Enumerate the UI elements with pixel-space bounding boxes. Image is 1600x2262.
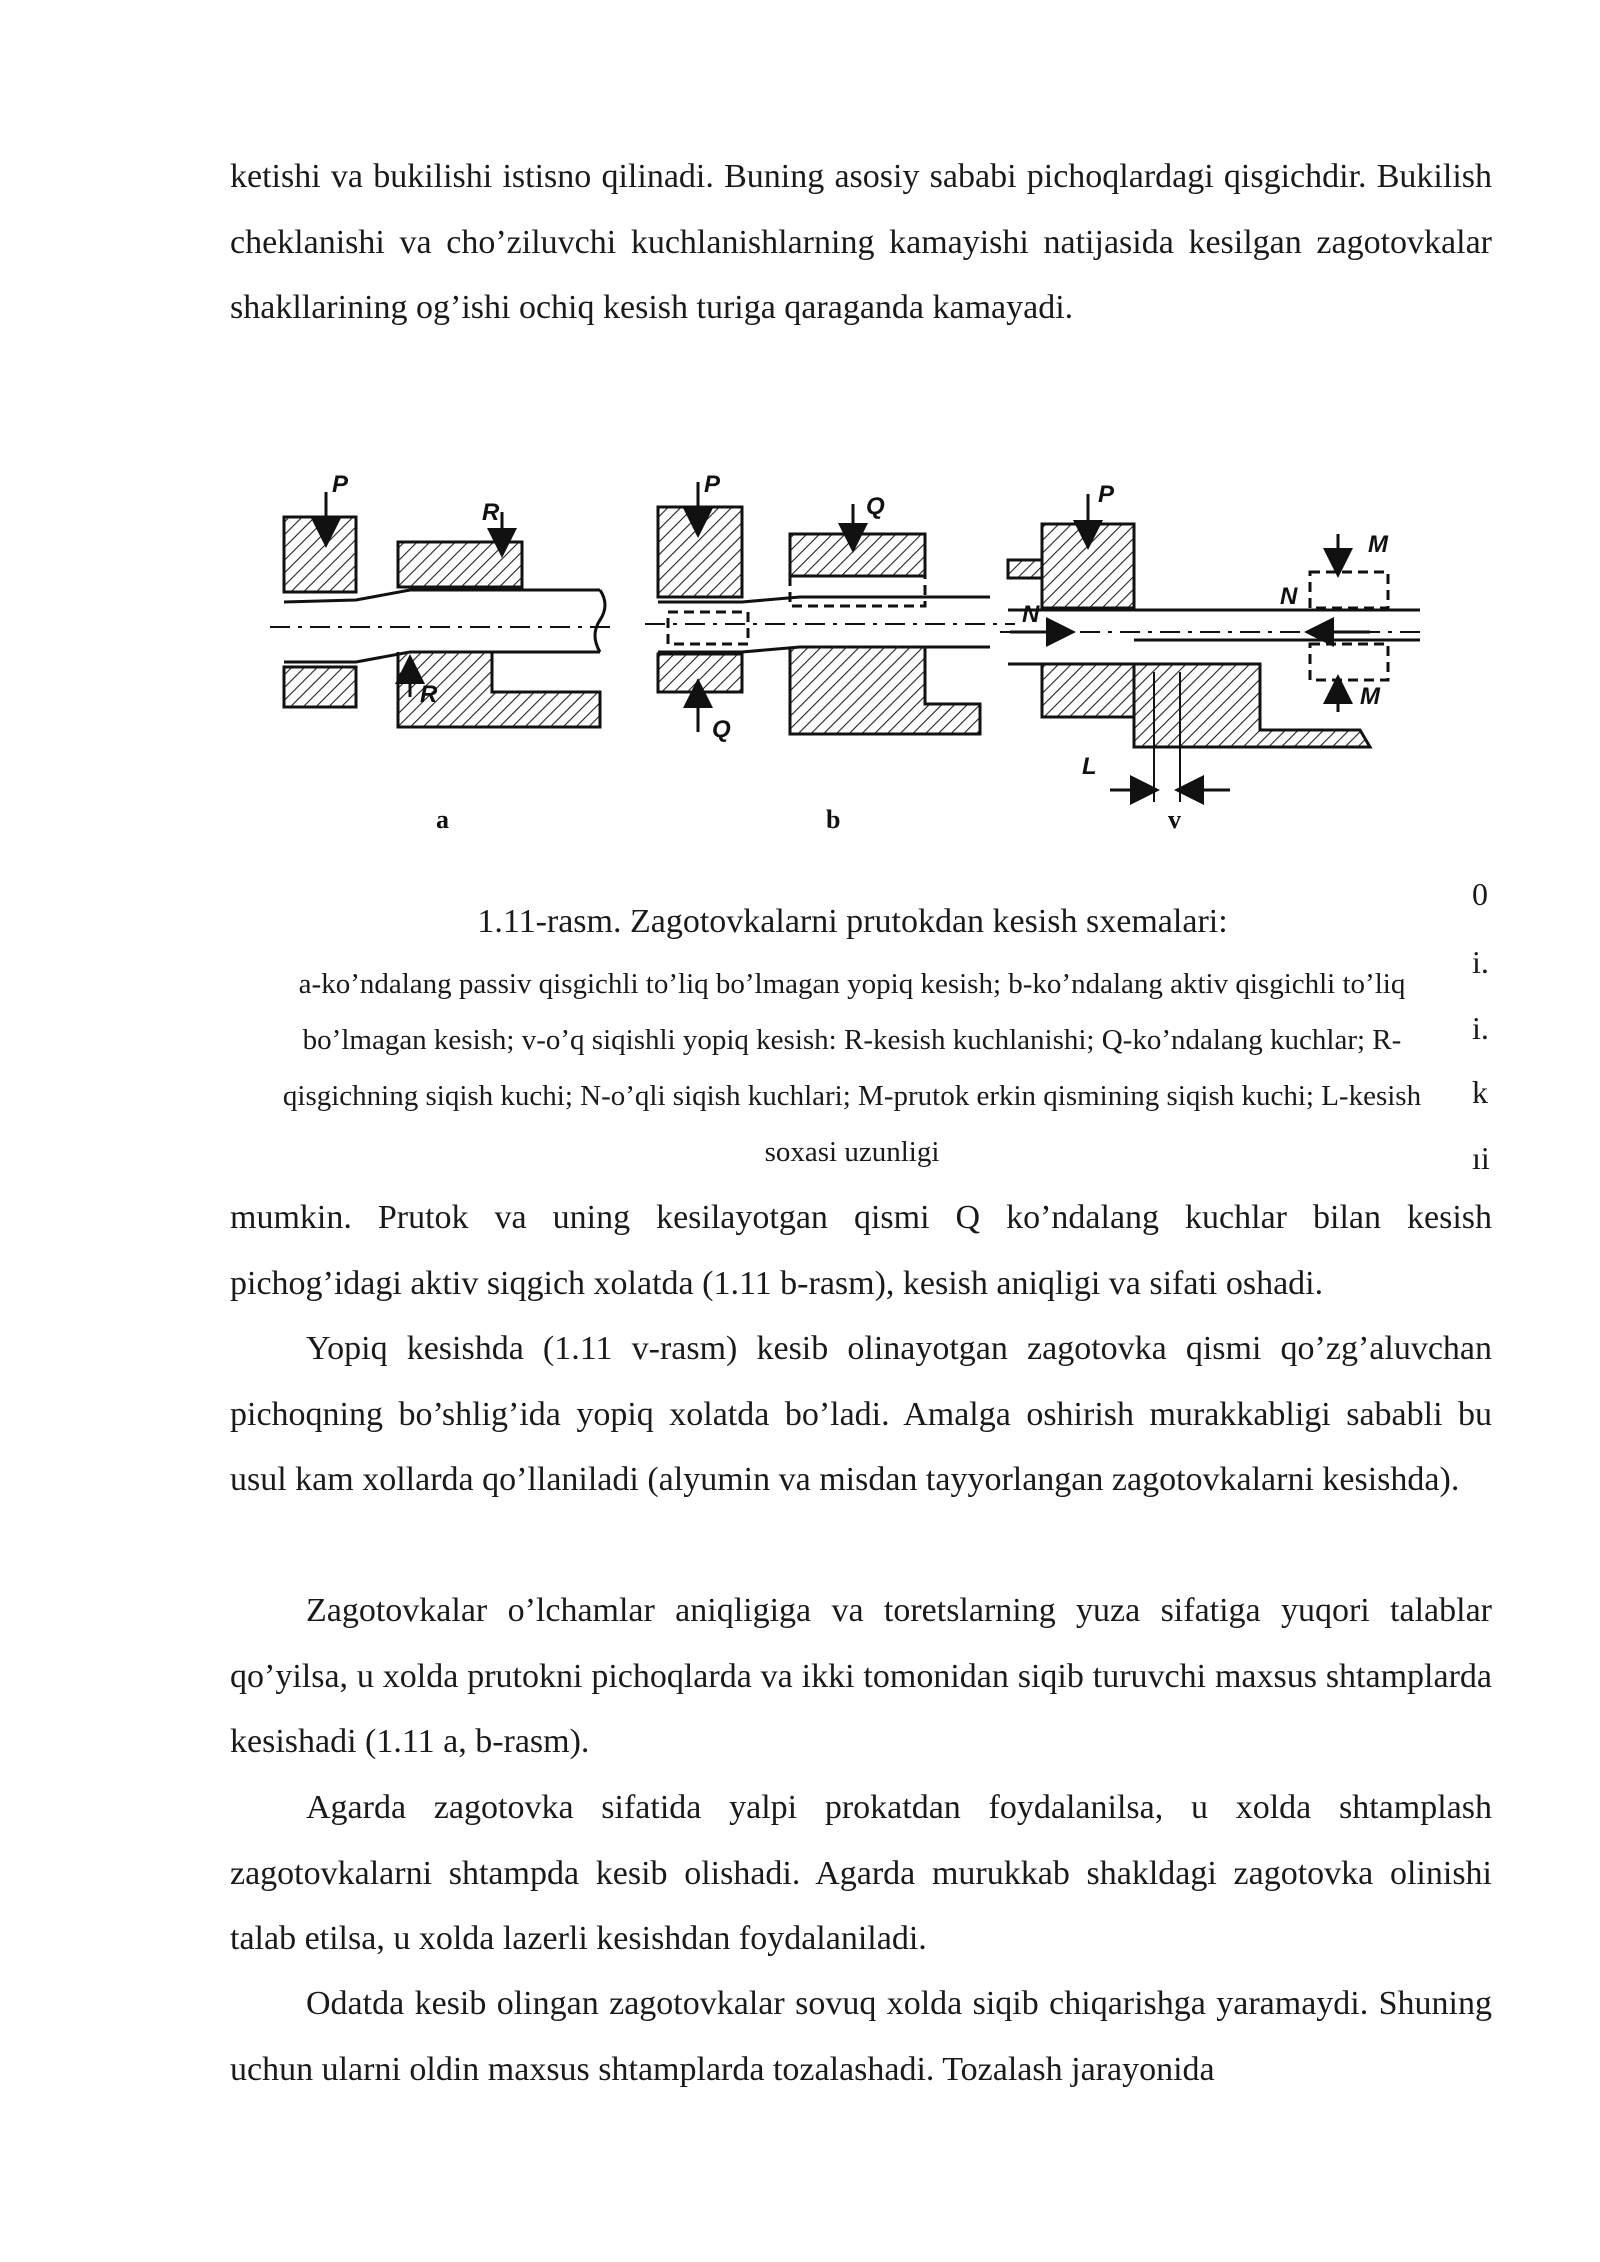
- panel-label-b: b: [826, 805, 841, 834]
- label-Q-b-bottom: Q: [712, 716, 731, 743]
- panel-label-a: a: [436, 805, 449, 834]
- paragraph-3: Yopiq kesishda (1.11 v-rasm) kesib olinayotgan zagotovka qismi qo’zg’aluvchan pichoqning bo’shlig’ida yopiq xolatda bo’ladi. Amalga oshirish murakkabligi sababli bu usul kam xollarda qo’llaniladi (alyumin va misdan tayyorlangan zagotovkalarni kesishda).: [230, 1330, 1492, 1498]
- figure-1-11: [270, 472, 1450, 842]
- paragraph-6: Odatda kesib olingan zagotovkalar sovuq xolda siqib chiqarishga yaramaydi. Shuning uchun ularni oldin maxsus shtamplarda tozalashadi. Tozalash jarayonida: [230, 1985, 1492, 2088]
- margin-fragment: 0: [1472, 876, 1488, 912]
- panel-b: [645, 482, 1015, 734]
- paragraph-1: ketishi va bukilishi istisno qilinadi. Buning asosiy sababi pichoqlardagi qisgichdir. Bukilish cheklanishi va cho’ziluvchi kuchlanishlarning kamayishi natijasida kesilgan zagotovkalar shakllarining og’ishi ochiq kesish turiga qaraganda kamayadi.: [230, 158, 1492, 326]
- margin-fragment: i.: [1472, 944, 1489, 980]
- figure-caption-title: 1.11-rasm. Zagotovkalarni prutokdan kesish sxemalari:: [477, 903, 1228, 940]
- cutting-schemes-diagram: [270, 472, 1450, 842]
- label-M-v-top: M: [1368, 531, 1388, 558]
- label-P-b: P: [704, 472, 721, 498]
- margin-fragment: ıi: [1472, 1140, 1490, 1176]
- panel-a: [270, 492, 615, 727]
- label-M-v-bottom: M: [1360, 683, 1380, 710]
- margin-fragment: k: [1472, 1074, 1488, 1110]
- label-P-v: P: [1098, 481, 1115, 508]
- label-R-a-bottom: R: [420, 681, 438, 708]
- label-N-v-right: N: [1280, 583, 1298, 610]
- label-Q-b-top: Q: [866, 493, 885, 520]
- label-R-a-top: R: [482, 499, 500, 526]
- label-P-a: P: [332, 472, 349, 498]
- figure-caption-body: a-ko’ndalang passiv qisgichli to’liq bo’lmagan yopiq kesish; b-ko’ndalang aktiv qisgichli to’liq bo’lmagan kesish; v-o’q siqishli yopiq kesish: R-kesish kuchlanishi; Q-ko’ndalang kuchlar; R-qisgichning siqish kuchi; N-o’qli siqish kuchlari; M-prutok erkin qismining siqish kuchi; L-kesish soxasi uzunligi: [282, 968, 1422, 1168]
- paragraph-5: Agarda zagotovka sifatida yalpi prokatdan foydalanilsa, u xolda shtamplash zagotovkalarni shtampda kesib olishadi. Agarda murukkab shakldagi zagotovka olinishi talab etilsa, u xolda lazerli kesishdan foydalaniladi.: [230, 1789, 1492, 1957]
- label-N-v-left: N: [1022, 601, 1040, 628]
- paragraph-4: Zagotovkalar o’lchamlar aniqligiga va toretslarning yuza sifatiga yuqori talablar qo’yilsa, u xolda prutokni pichoqlarda va ikki tomonidan siqib turuvchi maxsus shtamplarda kesishadi (1.11 a, b-rasm).: [230, 1592, 1492, 1760]
- paragraph-2: mumkin. Prutok va uning kesilayotgan qismi Q ko’ndalang kuchlar bilan kesish pichog’idagi aktiv siqgich xolatda (1.11 b-rasm), kesish aniqligi va sifati oshadi.: [230, 1199, 1492, 1302]
- panel-label-v: v: [1168, 805, 1181, 834]
- margin-fragment: i.: [1472, 1010, 1489, 1046]
- label-L-v: L: [1082, 753, 1097, 780]
- panel-v: [1000, 494, 1420, 802]
